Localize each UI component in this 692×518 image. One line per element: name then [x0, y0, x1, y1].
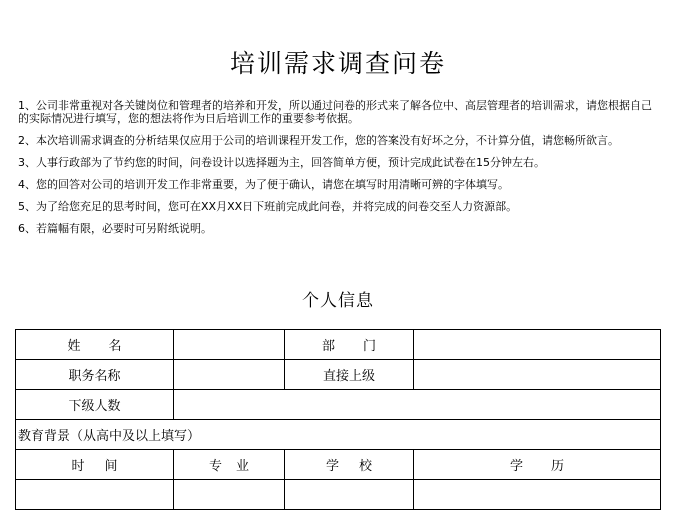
- instruction-2: 2、本次培训需求调查的分析结果仅应用于公司的培训课程开发工作，您的答案没有好坏之分，不计算分值，请您畅所欲言。: [18, 134, 619, 147]
- personal-info-table: [15, 329, 661, 510]
- table-row: [16, 420, 661, 450]
- instruction-5: 5、为了给您充足的思考时间，您可在XX月XX日下班前完成此问卷，并将完成的问卷交至人力资源部。: [18, 200, 518, 213]
- instruction-3: 3、人事行政部为了节约您的时间，问卷设计以选择题为主，回答简单方便，预计完成此试卷在15分钟左右。: [18, 156, 545, 169]
- name-field[interactable]: [174, 330, 285, 360]
- major-header-cell: [174, 450, 285, 480]
- department-label-cell: [285, 330, 414, 360]
- instructions: [18, 99, 660, 235]
- education-time-field[interactable]: [16, 480, 174, 510]
- table-row: [16, 480, 661, 510]
- subordinates-field[interactable]: [174, 390, 661, 420]
- section-title-personal-info: 个人信息: [302, 291, 374, 311]
- degree-header-cell: [414, 450, 661, 480]
- degree-header: 学历: [509, 459, 592, 474]
- time-header-cell: [16, 450, 174, 480]
- instruction-4: 4、您的回答对公司的培训开发工作非常重要，为了便于确认，请您在填写时用清晰可辨的字体填写。: [18, 178, 509, 191]
- supervisor-field[interactable]: [414, 360, 661, 390]
- education-degree-field[interactable]: [414, 480, 661, 510]
- education-school-field[interactable]: [285, 480, 414, 510]
- instruction-1: 1、公司非常重视对各关键岗位和管理者的培养和开发，所以通过问卷的形式来了解各位中、高层管理者的培训需求，请您根据自己的实际情况进行填写，您的想法将作为日后培训工作的重要参考依据。: [18, 99, 652, 125]
- education-background-label: 教育背景（从高中及以上填写）: [16, 420, 661, 450]
- document-title: 培训需求调查问卷: [229, 49, 446, 78]
- instruction-6: 6、若篇幅有限，必要时可另附纸说明。: [18, 222, 212, 235]
- department-field[interactable]: [414, 330, 661, 360]
- department-label: 部门: [321, 339, 404, 354]
- school-header: 学校: [325, 459, 392, 474]
- school-header-cell: [285, 450, 414, 480]
- subordinates-label: 下级人数: [16, 390, 174, 420]
- major-header: 专业: [208, 459, 263, 474]
- time-header: 时间: [71, 459, 138, 474]
- table-row: [16, 330, 661, 360]
- education-major-field[interactable]: [174, 480, 285, 510]
- supervisor-label: 直接上级: [285, 360, 414, 390]
- position-field[interactable]: [174, 360, 285, 390]
- table-row: [16, 450, 661, 480]
- name-label: 姓名: [67, 339, 150, 354]
- table-row: [16, 360, 661, 390]
- table-row: [16, 390, 661, 420]
- name-label-cell: [16, 330, 174, 360]
- position-label: 职务名称: [16, 360, 174, 390]
